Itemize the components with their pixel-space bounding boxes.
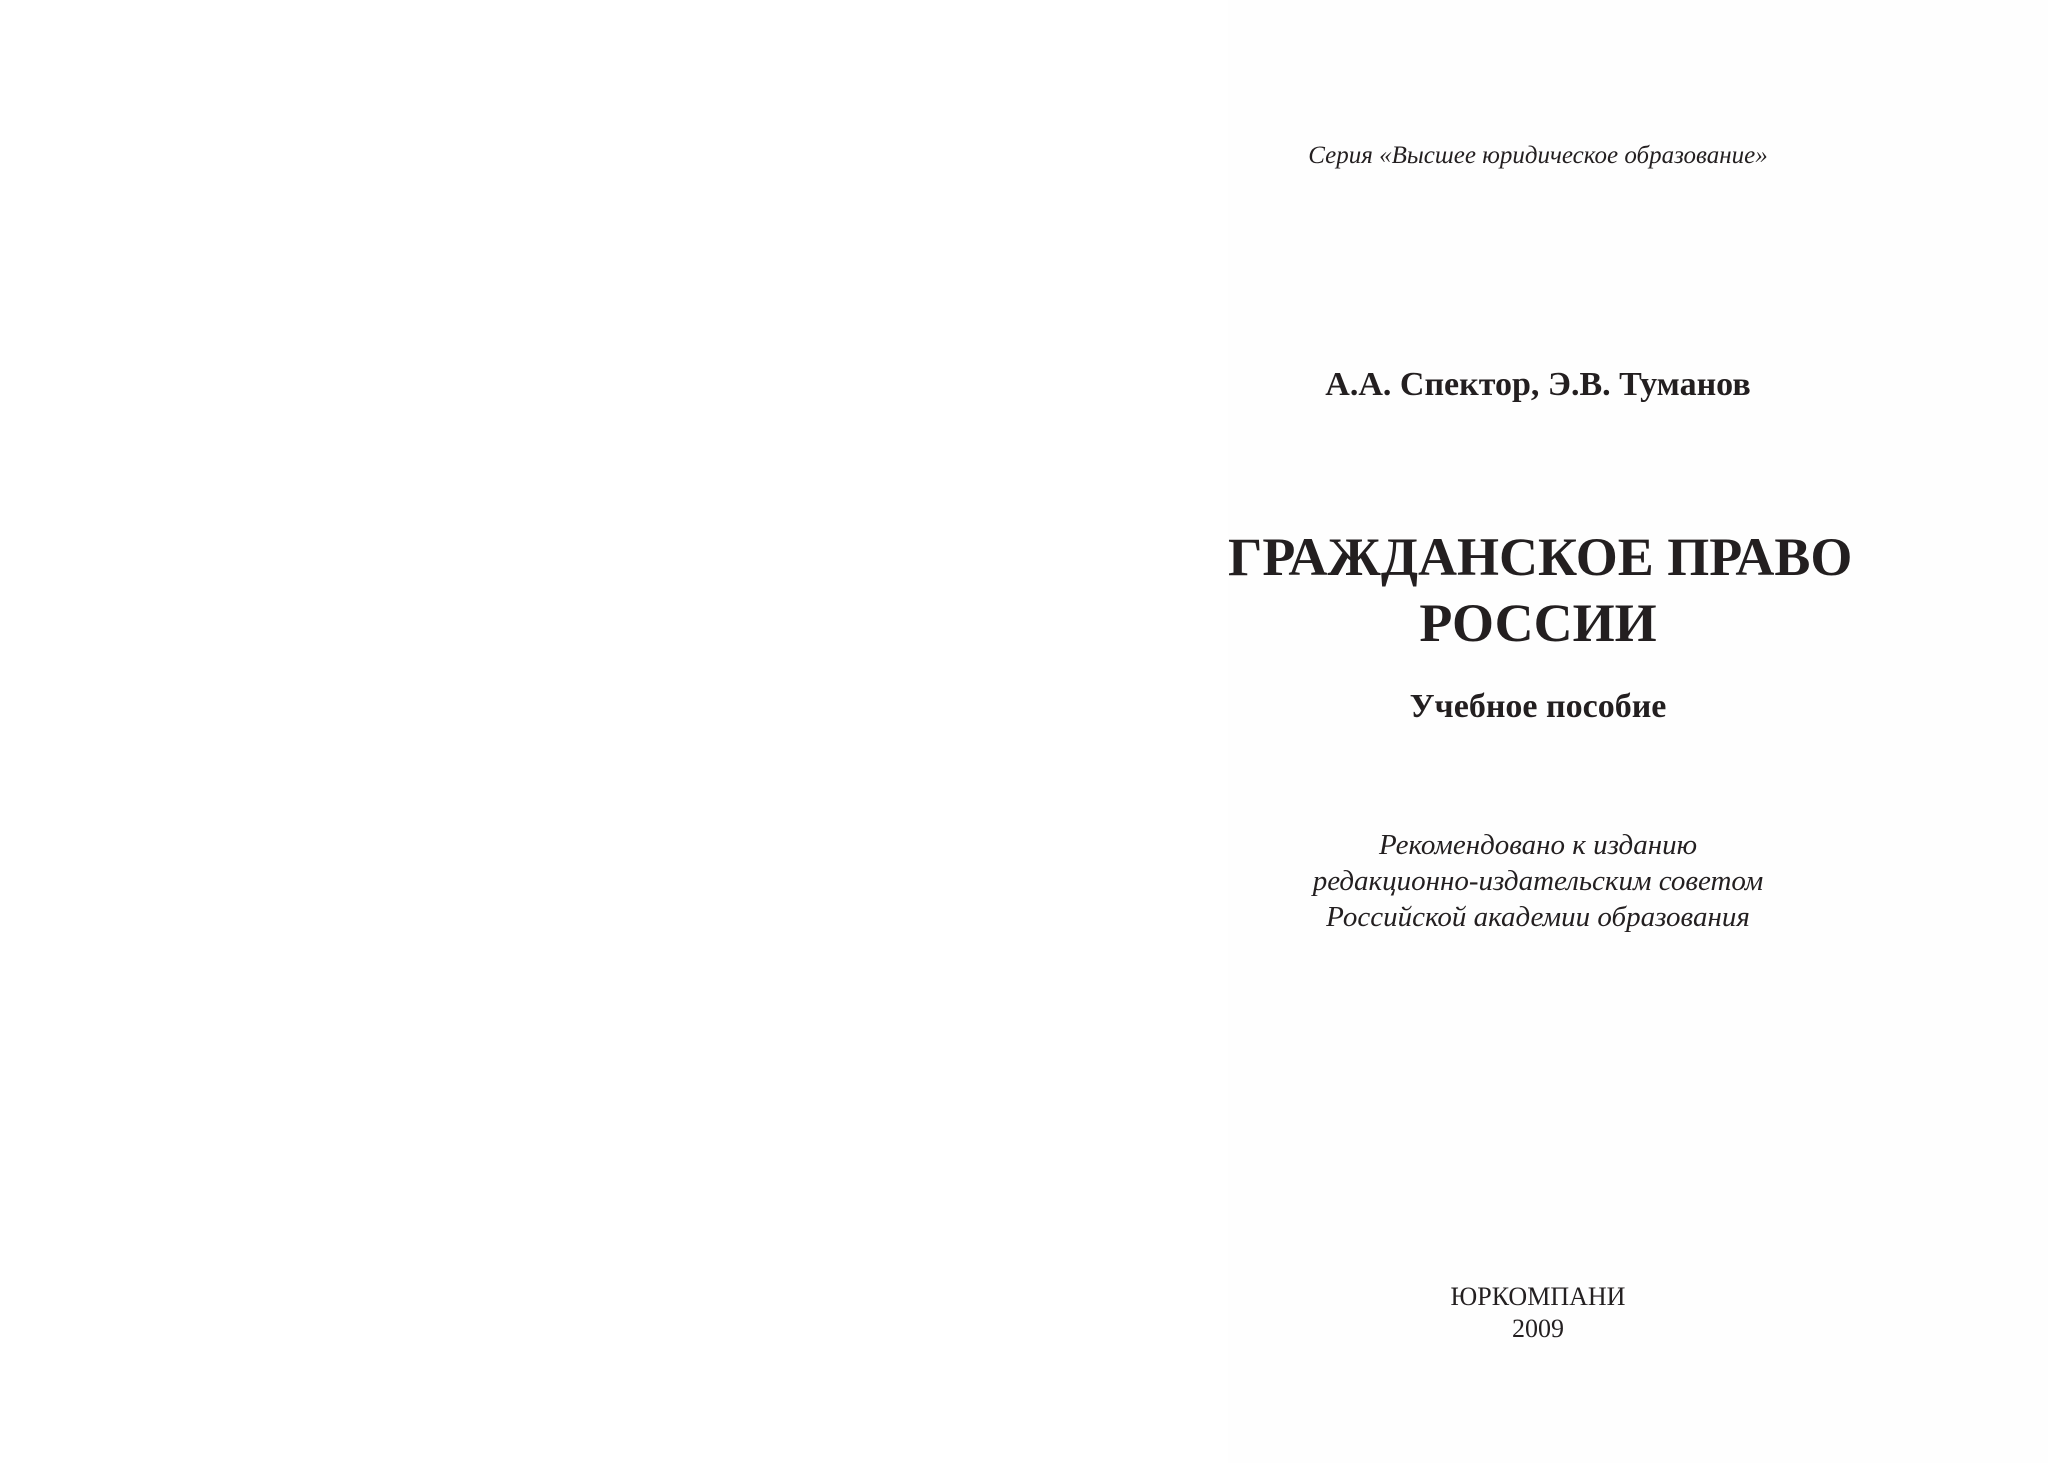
book-title-line-1: ГРАЖДАНСКОЕ ПРАВО bbox=[1228, 527, 1853, 587]
recommendation-note bbox=[1228, 827, 1848, 935]
book-title bbox=[1228, 524, 1853, 656]
title-page bbox=[1228, 0, 2048, 1463]
publication-year: 2009 bbox=[1512, 1314, 1564, 1343]
book-subtitle: Учебное пособие bbox=[1409, 688, 1667, 725]
recommendation-line-3: Российской академии образования bbox=[1326, 901, 1750, 933]
publisher-name: ЮРКОМПАНИ bbox=[1450, 1282, 1626, 1311]
authors: А.А. Спектор, Э.В. Туманов bbox=[1325, 366, 1751, 403]
recommendation-line-2: редакционно-издательским советом bbox=[1312, 865, 1764, 897]
recommendation-line-1: Рекомендовано к изданию bbox=[1378, 829, 1698, 861]
book-title-line-2: РОССИИ bbox=[1419, 593, 1657, 653]
series-line: Серия «Высшее юридическое образование» bbox=[1308, 142, 1768, 169]
